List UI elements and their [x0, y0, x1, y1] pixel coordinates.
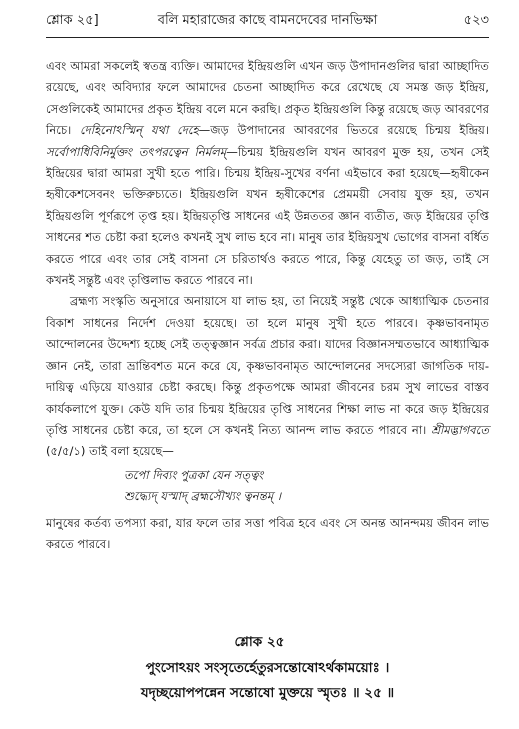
shloka-title: শ্লোক ২৫: [234, 634, 285, 650]
quoted-verse-line: তপো দিব্যং পুত্রকা যেন সত্ত্বং: [124, 467, 264, 482]
closing-paragraph: মানুষের কর্তব্য তপস্যা করা, যার ফলে তার সত্তা পবিত্র হবে এবং সে অনন্ত আনন্দময় জীবন লাভ করতে পারবে।: [46, 515, 489, 552]
text-segment: (৫/৫/১) তাই বলা হয়েছে—: [46, 444, 174, 459]
text-segment: ব্রহ্মণ্য সংস্কৃতি অনুসারে অনায়াসে যা লাভ হয়, তা নিয়েই সন্তুষ্ট থেকে আধ্যাত্মিক চেতনার বিকাশ সাধনের নির্দেশ দেওয়া হয়েছে। তা হলে মানুষ সুখী হতে পারবে। কৃষ্ণভাবনামৃত আন্দোলনের উদ্দেশ্য হচ্ছে সেই তত্ত্বজ্ঞান সর্বত্র প্রচার করা। যাদের বিজ্ঞানসম্মতভাবে আধ্যাত্মিক জ্ঞান নেই, তারা ভ্রান্তিবশত মনে করে যে, কৃষ্ণভাবনামৃত আন্দোলনের সদস্যেরা জাগতিক দায়-দায়িত্ব এড়িয়ে যাওয়ার চেষ্টা করছে। কিন্তু প্রকৃতপক্ষে আমরা জীবনের চরম সুখ লাভের বাস্তব কার্যকলাপে যুক্ত। কেউ যদি তার চিন্ময় ইন্দ্রিয়ের তৃপ্তি সাধনের শিক্ষা লাভ না করে জড় ইন্দ্রিয়ের তৃপ্তি সাধনের চেষ্টা করে, তা হলে সে কখনই নিত্য আনন্দ লাভ করতে পারবে না।: [46, 294, 489, 437]
text-segment: এবং আমরা সকলেই স্বতন্ত্র ব্যক্তি। আমাদের ইন্দ্রিয়গুলি এখন জড় উপাদানগুলির দ্বারা আচ্ছাদিত রয়েছে, এবং অবিদ্যার ফলে আমাদের চেতনা আচ্ছাদিত করে রেখেছে যে সমস্ত জড় ইন্দ্রিয়, সেগুলিকেই আমাদের প্রকৃত ইন্দ্রিয় বলে মনে করছি। প্রকৃত ইন্দ্রিয়গুলি কিন্তু রয়েছে জড় আবরণের নিচে।: [46, 59, 489, 138]
quoted-verse: [46, 465, 489, 507]
scripture-name: শ্রীমদ্ভাগবতে: [431, 422, 489, 437]
page-header: [46, 8, 489, 34]
shloka-line: যদৃচ্ছয়োপপন্নেন সন্তোষো মুক্তয়ে স্মৃতঃ ॥ ২৫ ॥: [140, 685, 395, 701]
paragraph-1: [46, 56, 489, 291]
running-title: বলি মহারাজের কাছে বামনদেবের দানভিক্ষা: [157, 13, 378, 28]
quoted-verse-line: শুদ্ধ্যেদ্ যস্মাদ্ ব্রহ্মসৌখ্যং ত্বনন্তম্ ।: [124, 488, 281, 503]
shloka-verse: [46, 656, 489, 706]
text-segment: —জড় উপাদানের আবরণের ভিতরে রয়েছে চিন্ময় ইন্দ্রিয়।: [198, 123, 490, 138]
header-divider: [46, 37, 489, 38]
page-number: ৫২৩: [463, 13, 489, 28]
italic-quote: দেহিনোঽস্মিন্ যথা দেহে: [79, 123, 199, 138]
purport-text: [46, 56, 489, 556]
shloka-line: পুংসোঽয়ং সংসৃতের্হেতুরসন্তোষোঽর্থকাময়োঃ ।: [145, 660, 390, 676]
italic-quote: সর্বোপাধিবিনির্মুক্তং তৎপরত্বেন নির্মলম্: [46, 144, 227, 159]
text-segment: —চিন্ময় ইন্দ্রিয়গুলি যখন আবরণ মুক্ত হয়, তখন সেই ইন্দ্রিয়ের দ্বারা আমরা সুখী হতে পারি। চিন্ময় ইন্দ্রিয়-সুখের বর্ণনা এইভাবে করা হয়েছে—হৃষীকেন হৃষীকেশসেবনং ভক্তিরুচ্যতে। ইন্দ্রিয়গুলি যখন হৃষীকেশের প্রেমময়ী সেবায় যুক্ত হয়, তখন ইন্দ্রিয়গুলি পূর্ণরূপে তৃপ্ত হয়। ইন্দ্রিয়তৃপ্তি সাধনের এই উন্নততর জ্ঞান ব্যতীত, জড় ইন্দ্রিয়ের তৃপ্তি সাধনের শত চেষ্টা করা হলেও কখনই সুখ লাভ হবে না। মানুষ তার ইন্দ্রিয়সুখ ভোগের বাসনা বর্ধিত করতে পারে এবং তার সেই বাসনা সে চরিতার্থও করতে পারে, কিন্তু যেহেতু তা জড়, তাই সে কখনই সন্তুষ্ট এবং তৃপ্তিলাভ করতে পারবে না।: [46, 144, 490, 288]
paragraph-2: [46, 291, 489, 462]
chapter-verse-reference: শ্লোক ২৫]: [46, 13, 99, 28]
